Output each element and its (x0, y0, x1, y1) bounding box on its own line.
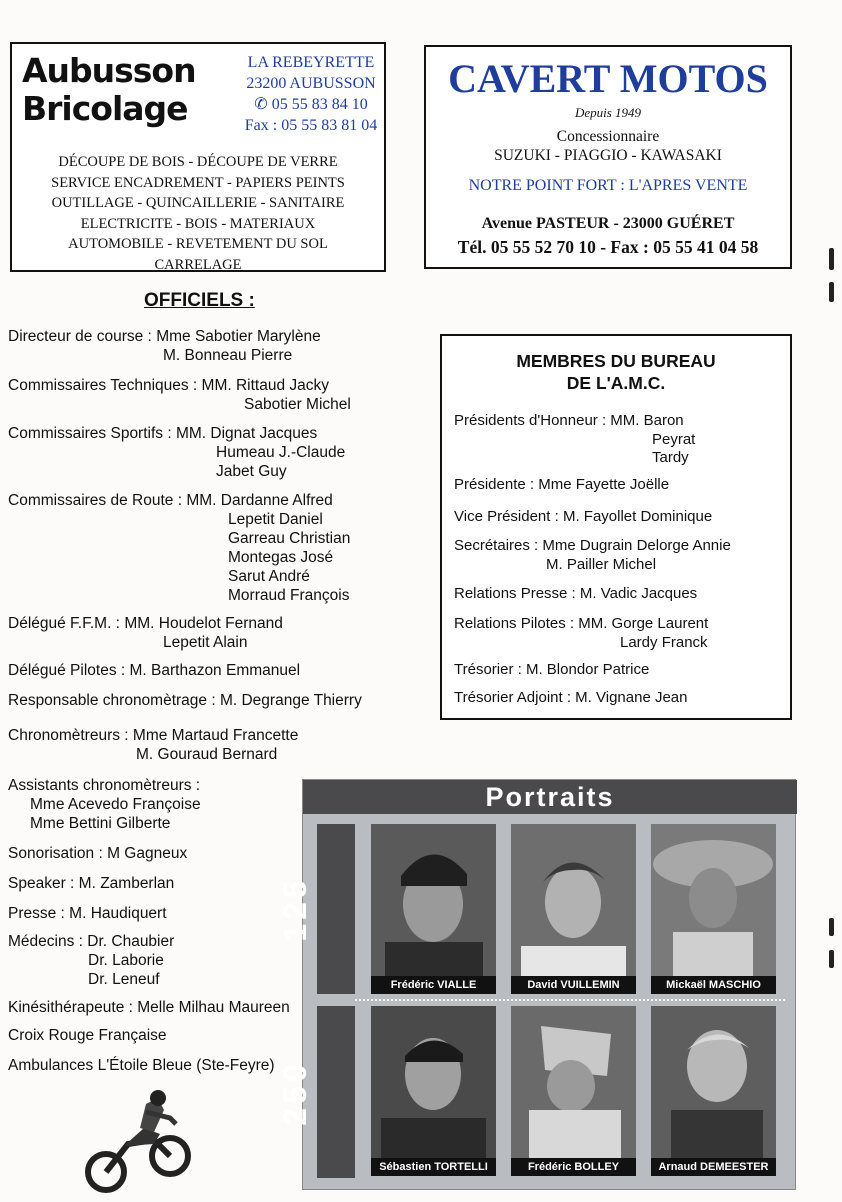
rider-portrait-image (511, 824, 636, 994)
bureau-entry (454, 661, 649, 680)
rider-photo (371, 824, 496, 994)
official-entry (8, 691, 362, 710)
aubusson-logo (22, 52, 242, 128)
official-role: Commissaires de Route : (8, 492, 183, 509)
official-name: Mme Sabotier Marylène (156, 328, 321, 345)
official-role: Assistants chronomètreurs : (8, 777, 201, 794)
official-name: Sabotier Michel (244, 396, 351, 413)
service-line: OUTILLAGE - QUINCAILLERIE - SANITAIRE (51, 195, 345, 211)
bureau-name: Mme Fayette Joëlle (538, 476, 670, 493)
bureau-role: Trésorier Adjoint : (454, 689, 571, 706)
bureau-entry (454, 412, 695, 468)
official-name: Jabet Guy (216, 463, 287, 480)
cavert-since: Depuis 1949 (574, 105, 642, 120)
rider-caption: Arnaud DEMEESTER (651, 1158, 776, 1176)
cavert-concession: Concessionnaire (556, 128, 660, 145)
official-entry (8, 614, 283, 652)
official-name: MM. Houdelot Fernand (124, 615, 283, 632)
bureau-name: Peyrat (652, 430, 696, 448)
official-name: Lepetit Alain (163, 634, 248, 651)
official-role: Commissaires Techniques : (8, 377, 198, 394)
portraits-title: Portraits (485, 782, 615, 812)
official-name: Mme Martaud Francette (132, 727, 299, 744)
service-line: AUTOMOBILE - REVETEMENT DU SOL (68, 236, 328, 252)
cavert-address: Avenue PASTEUR - 23000 GUÉRET (481, 215, 735, 232)
contact-line: LA REBEYRETTE (247, 54, 375, 71)
official-name: MM. Dignat Jacques (175, 425, 318, 442)
rider-portrait-image (651, 824, 776, 994)
contact-line: Fax : 05 55 83 81 04 (244, 117, 378, 134)
official-entry (8, 932, 174, 989)
cavert-motos-ad (424, 45, 792, 269)
motocross-rider-illustration (84, 1088, 194, 1196)
aubusson-contact (238, 52, 384, 136)
official-entry (8, 904, 167, 923)
rider-portrait-image (651, 1006, 776, 1176)
class-125-text: 125 (277, 876, 313, 942)
official-role: Commissaires Sportifs : (8, 425, 172, 442)
rider-photo (651, 1006, 776, 1176)
rider-caption: Mickaël MASCHIO (651, 976, 776, 994)
official-name: MM. Dardanne Alfred (186, 492, 333, 509)
official-role: Ambulances L'Étoile Bleue (Ste-Feyre) (8, 1057, 275, 1074)
bureau-entry (454, 615, 708, 652)
bureau-box (440, 334, 792, 720)
official-name: Humeau J.-Claude (216, 444, 346, 461)
official-name: Mme Acevedo Françoise (30, 796, 201, 813)
bureau-role: Vice Président : (454, 508, 559, 525)
service-line: CARRELAGE (154, 256, 242, 273)
bureau-role: Secrétaires : (454, 537, 539, 554)
bureau-role: Relations Pilotes : (454, 615, 575, 632)
official-name: Dr. Leneuf (88, 971, 160, 988)
bureau-name: M. Vadic Jacques (579, 585, 698, 602)
official-role: Speaker : (8, 875, 75, 892)
rider-photo (651, 824, 776, 994)
bureau-entry (454, 689, 687, 708)
rider-caption: Frédéric VIALLE (371, 976, 496, 994)
rider-caption: Frédéric BOLLEY (511, 1158, 636, 1176)
margin-mark (829, 950, 834, 968)
rider-caption: David VUILLEMIN (511, 976, 636, 994)
bureau-role: Relations Presse : (454, 585, 576, 602)
service-line: DÉCOUPE DE BOIS - DÉCOUPE DE VERRE (58, 154, 338, 170)
official-name: Sarut André (228, 568, 310, 585)
rider-photo (511, 824, 636, 994)
official-entry (8, 874, 174, 893)
margin-mark (829, 282, 834, 302)
bureau-title-line: MEMBRES DU BUREAU (516, 351, 716, 371)
bureau-name: Mme Dugrain Delorge Annie (542, 537, 731, 554)
class-250-label (277, 1006, 355, 1178)
official-entry (8, 1056, 275, 1075)
aubusson-bricolage-ad (10, 42, 386, 272)
official-name: Lepetit Daniel (228, 511, 323, 528)
official-entry (8, 661, 300, 680)
official-name: M. Haudiquert (69, 905, 167, 922)
bureau-role: Trésorier : (454, 661, 522, 678)
officiels-heading: OFFICIELS : (144, 290, 255, 311)
official-name: M. Zamberlan (78, 875, 175, 892)
official-entry (8, 998, 290, 1017)
margin-mark (829, 248, 834, 270)
official-name: M. Degrange Thierry (219, 692, 362, 709)
bureau-entry (454, 508, 712, 527)
service-line: SERVICE ENCADREMENT - PAPIERS PEINTS (51, 174, 345, 191)
bureau-title (442, 350, 790, 394)
cavert-name: CAVERT MOTOS (448, 56, 768, 101)
bureau-name: MM. Baron (610, 412, 684, 429)
bureau-name: M. Vignane Jean (575, 689, 688, 706)
portraits-panel (277, 779, 796, 1190)
portraits-title-bar (303, 780, 797, 814)
class-250-text: 250 (277, 1060, 313, 1126)
cavert-strength: NOTRE POINT FORT : L'APRES VENTE (468, 177, 748, 194)
logo-line-2: Bricolage (22, 89, 188, 128)
bureau-role: Présidents d'Honneur : (454, 412, 607, 429)
bureau-name: M. Pailler Michel (546, 555, 657, 573)
official-role: Kinésithérapeute : (8, 999, 133, 1016)
contact-line: 23200 AUBUSSON (246, 75, 376, 92)
official-name: Morraud François (228, 587, 350, 604)
rider-caption: Sébastien TORTELLI (371, 1158, 496, 1176)
logo-line-1: Aubusson (22, 51, 196, 90)
bureau-entry (454, 537, 731, 574)
official-name: MM. Rittaud Jacky (201, 377, 330, 394)
margin-mark (829, 918, 834, 936)
bureau-name: MM. Gorge Laurent (578, 615, 709, 632)
cavert-brands: SUZUKI - PIAGGIO - KAWASAKI (494, 147, 722, 164)
bureau-role: Présidente : (454, 476, 535, 493)
official-name: M. Bonneau Pierre (163, 347, 293, 364)
official-name: M Gagneux (107, 845, 188, 862)
official-entry (8, 1026, 167, 1045)
official-name: Montegas José (228, 549, 334, 566)
official-role: Sonorisation : (8, 845, 103, 862)
bureau-name: Tardy (652, 449, 689, 466)
class-125-label (277, 824, 355, 994)
official-role: Chronomètreurs : (8, 727, 129, 744)
official-entry (8, 776, 201, 833)
bureau-entry (454, 476, 669, 495)
official-role: Croix Rouge Française (8, 1027, 167, 1044)
rider-photo (371, 1006, 496, 1176)
official-name: Dr. Chaubier (87, 933, 175, 950)
official-name: Garreau Christian (228, 530, 351, 547)
official-role: Médecins : (8, 933, 83, 950)
official-entry (8, 327, 321, 365)
cavert-type (426, 127, 790, 165)
rider-photo (511, 1006, 636, 1176)
official-role: Directeur de course : (8, 328, 152, 345)
official-name: Dr. Laborie (88, 952, 164, 969)
bureau-title-line: DE L'A.M.C. (566, 373, 666, 393)
official-name: M. Gouraud Bernard (136, 746, 278, 763)
official-role: Délégué Pilotes : (8, 662, 126, 679)
bureau-entry (454, 585, 697, 604)
official-role: Responsable chronomètrage : (8, 692, 216, 709)
official-role: Délégué F.F.M. : (8, 615, 120, 632)
official-entry (8, 491, 350, 605)
official-name: M. Barthazon Emmanuel (129, 662, 301, 679)
bureau-name: Lardy Franck (620, 633, 708, 651)
rider-portrait-image (371, 824, 496, 994)
rider-portrait-image (511, 1006, 636, 1176)
aubusson-services (18, 152, 378, 275)
contact-line: ✆ 05 55 83 84 10 (254, 96, 368, 113)
official-entry (8, 726, 298, 764)
official-name: Melle Milhau Maureen (137, 999, 290, 1016)
official-name: Mme Bettini Gilberte (30, 815, 171, 832)
bureau-name: M. Fayollet Dominique (562, 508, 713, 525)
official-entry (8, 844, 187, 863)
official-entry (8, 424, 345, 481)
class-divider (355, 999, 785, 1001)
rider-portrait-image (371, 1006, 496, 1176)
service-line: ELECTRICITE - BOIS - MATERIAUX (80, 215, 316, 232)
official-entry (8, 376, 351, 414)
official-role: Presse : (8, 905, 65, 922)
cavert-phone: Tél. 05 55 52 70 10 - Fax : 05 55 41 04 58 (457, 237, 759, 257)
bureau-name: M. Blondor Patrice (525, 661, 650, 678)
